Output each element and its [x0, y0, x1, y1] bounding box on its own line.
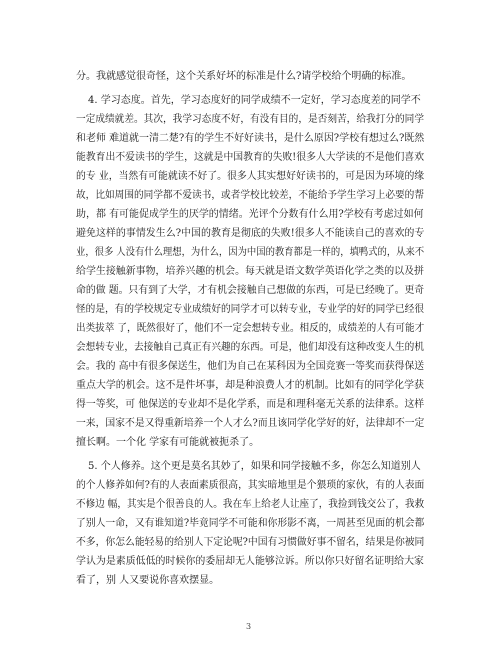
text-line: 4. 学习态度。首先，学习态度好的同学成绩不一定好，学习态度差的同学不: [88, 95, 421, 106]
text-line: 的个人修养如何?有的人表面素质很高，其实暗地里是个猥琐的家伙，有的人表面: [76, 480, 425, 491]
text-line: 了别人一命，又有谁知道?毕竟同学不可能和你形影不离，一周甚至见面的机会都: [76, 518, 425, 529]
text-line: 一定成绩就差。其次，我学习态度不好，有没有目的，是否刻苦，给我打分的同学: [76, 114, 425, 125]
text-line: 不多，你怎么能轻易的给别人下定论呢?中国有习惯做好事不留名，结果是你被同: [76, 537, 425, 548]
text-line: 避免这样的事情发生么?中国的教育是彻底的失败!很多人不能读自己的喜欢的专: [76, 228, 425, 239]
text-line: 分。我就感觉很奇怪，这个关系好坏的标准是什么?请学校给个明确的标准。: [76, 71, 412, 82]
text-line: 命的做 题。只有到了大学，才有机会接触自己想做的东西，可是已经晚了。更奇: [76, 285, 425, 296]
text-line: 和老师 难道就一清二楚?有的学生不好好读书，是什么原因?学校有想过么?既然: [76, 133, 425, 144]
text-line: 的专 业，当然有可能就读不好了。很多人其实想好好读书的，可是因为环境的缘: [76, 171, 425, 182]
text-line: 助，都 有可能促成学生的厌学的情绪。光评个分数有什么用?学校有考虑过如何: [76, 209, 424, 220]
text-line: 会。我的 高中有很多保送生，他们为自己在某科因为全国竞赛一等奖而获得保送: [76, 361, 425, 372]
text-line: 得一等奖，可 他保送的专业却不是化学系，而是和理科毫无关系的法律系。这样: [76, 399, 425, 410]
text-line: 一来，国家不是又得重新培养一个人才么?而且该同学化学好的好，法律却不一定: [76, 418, 425, 429]
text-line: 给学生接触新事物，培养兴趣的机会。每天就是语文数学英语化学之类的以及拼: [76, 266, 425, 277]
text-line: 重点大学的机会。这不是件坏事，却是种浪费人才的机制。比如有的同学化学获: [76, 380, 425, 391]
text-line: 故，比如周围的同学都不爱读书，或者学校比较差，不能给予学生学习上必要的帮: [76, 190, 425, 201]
text-line: 出类拔萃 了，既然很好了，他们不一定会想转专业。相反的，成绩差的人有可能才: [76, 323, 425, 334]
text-line: 看了，别 人又要说你喜欢摆显。: [76, 575, 220, 586]
text-line: 能教育出不爱读书的学生，这就是中国教育的失败!很多人大学读的不是他们喜欢: [76, 152, 425, 163]
page-number: 3: [246, 622, 252, 631]
text-line: 业，很多 人没有什么理想，为什么，因为中国的教育都是一样的，填鸭式的，从来不: [76, 247, 425, 258]
text-line: 不修边 幅，其实是个很善良的人。我在车上给老人让座了，我捡到钱交公了，我救: [76, 499, 425, 510]
text-line: 会想转专业，去接触自己真正有兴趣的东西。可是，他们却没有这种改变人生的机: [76, 342, 425, 353]
text-line: 擅长啊。一个化 学家有可能就被扼杀了。: [76, 437, 260, 448]
text-line: 5. 个人修养。这个更是莫名其妙了，如果和同学接触不多，你怎么知道别人: [88, 461, 421, 472]
text-line: 怪的是，有的学校规定专业成绩好的同学才可以转专业，专业学的好的同学已经很: [76, 304, 425, 315]
text-line: 学认为是素质低低的时候你的委屈却无人能够泣诉。所以你只好留名证明给大家: [76, 556, 425, 567]
